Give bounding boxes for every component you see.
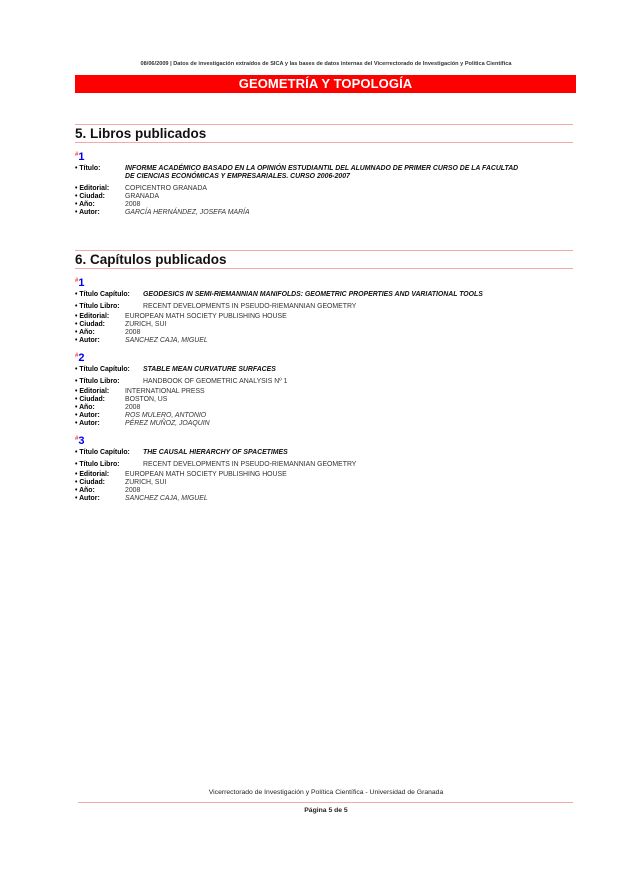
field-autor: • Autor: ROS MULERO, ANTONIO [75,412,207,419]
header-note: 08/06/2009 | Datos de investigación extraídos de SICA y las bases de datos internas del Vicerrectorado de Investigación y Política Científica [140,61,512,67]
field-titulo-capitulo: • Título Capítulo: STABLE MEAN CURVATURE SURFACES [75,366,276,373]
field-titulo-libro: • Título Libro: RECENT DEVELOPMENTS IN PSEUDO-RIEMANNIAN GEOMETRY [75,461,357,468]
field-anio: • Año: 2008 [75,487,141,494]
field-anio: • Año: 2008 [75,201,141,208]
field-ciudad: • Ciudad: BOSTON, US [75,396,168,403]
field-autor: • Autor: PÉREZ MUÑOZ, JOAQUIN [75,420,210,427]
field-titulo: • Título: INFORME ACADÉMICO BASADO EN LA OPINIÓN ESTUDIANTIL DEL ALUMNADO DE PRIMER CURSO DE LA FACULTAD DE CIENCIAS ECONÓMICAS Y EMPRESARIALES. CURSO 2006-2007 [75,165,519,180]
entry-number: #3 [75,435,85,447]
page-title-banner: GEOMETRÍA Y TOPOLOGÍA [75,75,576,93]
field-titulo-capitulo: • Título Capítulo: THE CAUSAL HIERARCHY OF SPACETIMES [75,449,288,456]
field-ciudad: • Ciudad: ZURICH, SUI [75,321,167,328]
hash-mark: # [75,436,79,442]
entry-number: #2 [75,352,85,364]
page-number: Página 5 de 5 [304,807,348,814]
field-autor: • Autor: SANCHEZ CAJA, MIGUEL [75,495,208,502]
field-titulo-libro: • Título Libro: HANDBOOK OF GEOMETRIC ANALYSIS Nº 1 [75,378,288,385]
field-editorial: • Editorial: COPICENTRO GRANADA [75,185,207,192]
footer-divider [78,802,573,803]
field-ciudad: • Ciudad: GRANADA [75,193,160,200]
hash-mark: # [75,152,79,158]
field-editorial: • Editorial: EUROPEAN MATH SOCIETY PUBLISHING HOUSE [75,313,287,320]
footer-institution: Vicerrectorado de Investigación y Política Científica - Universidad de Granada [208,789,444,796]
field-ciudad: • Ciudad: ZURICH, SUI [75,479,167,486]
field-anio: • Año: 2008 [75,329,141,336]
field-autor: • Autor: GARCÍA HERNÁNDEZ, JOSEFA MARÍA [75,209,250,216]
section-capitulos [75,250,573,503]
entry-number: #1 [75,277,85,289]
section-heading: 6. Capítulos publicados [75,250,573,269]
field-editorial: • Editorial: INTERNATIONAL PRESS [75,388,205,395]
field-editorial: • Editorial: EUROPEAN MATH SOCIETY PUBLISHING HOUSE [75,471,287,478]
field-autor: • Autor: SANCHEZ CAJA, MIGUEL [75,337,208,344]
field-titulo-capitulo: • Título Capítulo: GEODESICS IN SEMI-RIEMANNIAN MANIFOLDS: GEOMETRIC PROPERTIES AND VARIATIONAL TOOLS [75,291,483,298]
field-anio: • Año: 2008 [75,404,141,411]
field-titulo-libro: • Título Libro: RECENT DEVELOPMENTS IN PSEUDO-RIEMANNIAN GEOMETRY [75,303,357,310]
hash-mark: # [75,278,79,284]
section-libros [75,124,573,217]
hash-mark: # [75,353,79,359]
entry-number: #1 [75,151,85,163]
section-heading: 5. Libros publicados [75,124,573,143]
